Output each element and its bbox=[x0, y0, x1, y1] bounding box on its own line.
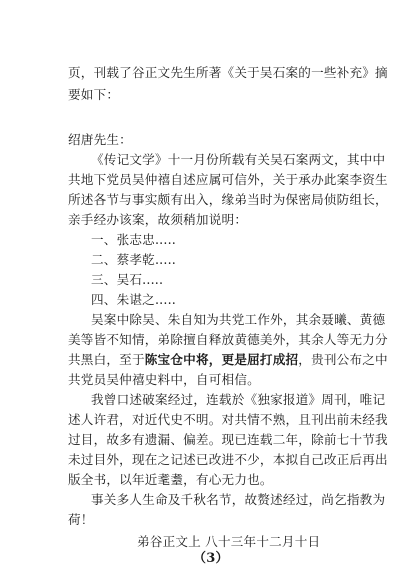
para3-line-1: 我曾口述破案经过，连载於《独家报道》周刊，唯记 bbox=[91, 392, 386, 407]
list-item: 四、朱谌之..... bbox=[91, 292, 176, 307]
para1-line-1: 《传记文学》十一月份所载有关吴石案两文，其中中 bbox=[91, 152, 386, 167]
intro-line-1: 页，刊载了谷正文先生所著《关于吴石案的一些补充》摘 bbox=[68, 65, 388, 80]
intro-line-2: 要如下： bbox=[68, 87, 120, 102]
list-item: 三、吴石..... bbox=[91, 272, 164, 287]
signature: 弟谷正文上 八十三年十二月十日 bbox=[137, 534, 321, 549]
para2-line-2: 美等皆不知情，弟除擅自释放黄德美外，其余人等无力分 bbox=[68, 332, 388, 347]
para2-line-1: 吴案中除吴、朱自知为共党工作外，其余聂曦、黄德 bbox=[91, 312, 386, 327]
list-item: 二、蔡孝乾..... bbox=[91, 252, 176, 267]
para2-line-4: 共党员吴仲禧史料中，自可相信。 bbox=[68, 372, 260, 387]
para3-line-4: 未过目外，现在之记述已改进不少，本拟自己改正后再出 bbox=[68, 452, 388, 467]
para3-line-3: 过目，故多有遗漏、偏差。现已连载二年，除前七十节我 bbox=[68, 432, 388, 447]
para2-line-3-post: ，贵刊公布之中 bbox=[298, 352, 388, 367]
para3-line-2: 述人许君，对近代史不明。对共情不熟，且刊出前未经我 bbox=[68, 412, 388, 427]
para3-line-5: 版全书，以年近耄耋，有心无力也。 bbox=[68, 472, 273, 487]
para4-line-1: 事关多人生命及千秋名节，故赘述经过，尚乞指教为 bbox=[91, 492, 386, 507]
para2-line-3 bbox=[68, 352, 388, 367]
para2-line-3-pre: 共黑白，至于 bbox=[68, 352, 145, 367]
para4-line-2: 荷！ bbox=[68, 512, 94, 527]
list-item: 一、张志忠..... bbox=[91, 232, 176, 247]
page-number: （3） bbox=[193, 551, 229, 566]
para2-emphasis: 陈宝仓中将，更是屈打成招 bbox=[144, 352, 299, 367]
para1-line-3: 所述各节与事实颇有出入，缘弟当时为保密局侦防组长， bbox=[68, 192, 388, 207]
para1-line-2: 共地下党员吴仲禧自述应属可信外，关于承办此案李资生 bbox=[68, 172, 388, 187]
para1-line-4: 亲手经办该案，故须稍加说明： bbox=[68, 212, 248, 227]
salutation: 绍唐先生： bbox=[68, 132, 132, 147]
